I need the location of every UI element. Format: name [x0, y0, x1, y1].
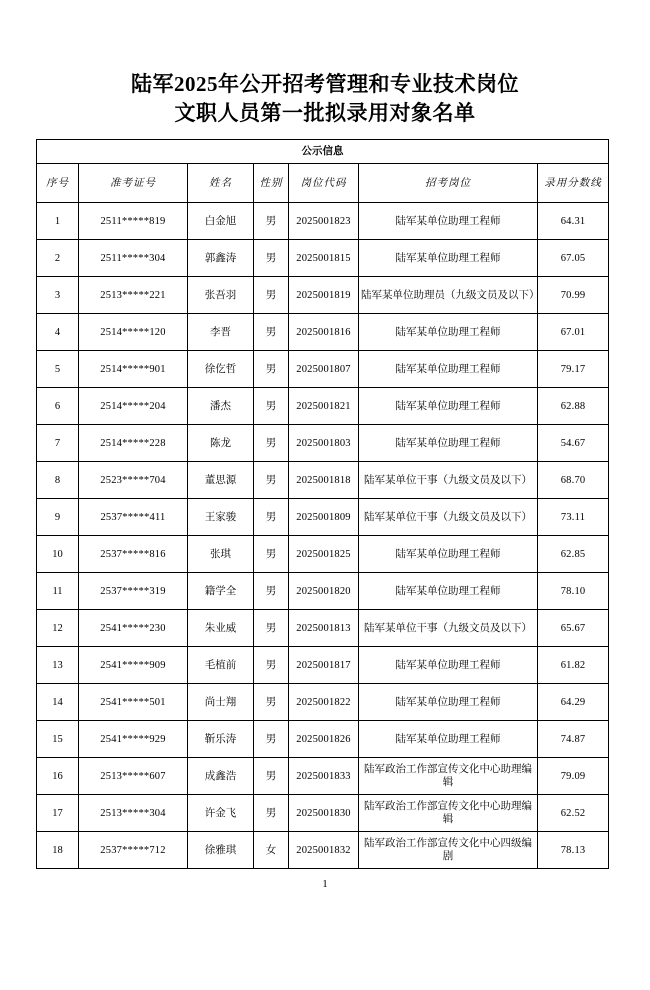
cell-ticket-number: 2541*****909	[79, 647, 188, 684]
cell-name: 朱业威	[188, 610, 254, 647]
cell-gender: 男	[254, 795, 289, 832]
cell-ticket-number: 2511*****819	[79, 203, 188, 240]
cell-job-code: 2025001826	[289, 721, 359, 758]
column-header-position: 招考岗位	[359, 164, 538, 203]
cell-serial: 1	[37, 203, 79, 240]
page-title-line2: 文职人员第一批拟录用对象名单	[174, 101, 476, 125]
cell-gender: 男	[254, 351, 289, 388]
cell-name: 张吾羽	[188, 277, 254, 314]
cell-job-code: 2025001822	[289, 684, 359, 721]
cell-ticket-number: 2537*****816	[79, 536, 188, 573]
cell-gender: 男	[254, 758, 289, 795]
cell-name: 许金飞	[188, 795, 254, 832]
cell-name: 徐雅琪	[188, 832, 254, 869]
cell-serial: 16	[37, 758, 79, 795]
cell-job-code: 2025001825	[289, 536, 359, 573]
column-header-gender: 性别	[254, 164, 289, 203]
cell-serial: 15	[37, 721, 79, 758]
cell-gender: 男	[254, 536, 289, 573]
cell-serial: 17	[37, 795, 79, 832]
cell-name: 白金旭	[188, 203, 254, 240]
cell-ticket-number: 2511*****304	[79, 240, 188, 277]
cell-job-code: 2025001818	[289, 462, 359, 499]
cell-position: 陆军某单位助理工程师	[359, 425, 538, 462]
cell-serial: 10	[37, 536, 79, 573]
cell-name: 籍学全	[188, 573, 254, 610]
cell-ticket-number: 2513*****221	[79, 277, 188, 314]
roster-table	[36, 139, 609, 869]
column-header-name: 姓名	[188, 164, 254, 203]
cell-name: 潘杰	[188, 388, 254, 425]
cell-score: 78.10	[538, 573, 609, 610]
cell-job-code: 2025001830	[289, 795, 359, 832]
cell-gender: 男	[254, 499, 289, 536]
column-header-score-line: 录用分数线	[538, 164, 609, 203]
cell-position: 陆军某单位助理工程师	[359, 647, 538, 684]
cell-gender: 男	[254, 610, 289, 647]
cell-score: 79.09	[538, 758, 609, 795]
cell-job-code: 2025001813	[289, 610, 359, 647]
table-row	[37, 758, 609, 795]
cell-serial: 4	[37, 314, 79, 351]
cell-job-code: 2025001815	[289, 240, 359, 277]
cell-ticket-number: 2514*****901	[79, 351, 188, 388]
table-row	[37, 573, 609, 610]
cell-gender: 男	[254, 647, 289, 684]
cell-gender: 男	[254, 425, 289, 462]
cell-name: 靳乐涛	[188, 721, 254, 758]
cell-name: 郭鑫涛	[188, 240, 254, 277]
table-row	[37, 425, 609, 462]
column-header-row	[37, 164, 609, 203]
table-row	[37, 277, 609, 314]
cell-ticket-number: 2541*****230	[79, 610, 188, 647]
cell-gender: 男	[254, 721, 289, 758]
cell-gender: 女	[254, 832, 289, 869]
cell-score: 62.88	[538, 388, 609, 425]
cell-job-code: 2025001817	[289, 647, 359, 684]
table-row	[37, 240, 609, 277]
cell-position: 陆军某单位助理工程师	[359, 203, 538, 240]
column-header-job-code: 岗位代码	[289, 164, 359, 203]
cell-job-code: 2025001823	[289, 203, 359, 240]
cell-serial: 2	[37, 240, 79, 277]
page-number: 1	[322, 878, 328, 890]
cell-name: 尚士翔	[188, 684, 254, 721]
cell-name: 王家骏	[188, 499, 254, 536]
cell-position: 陆军政治工作部宣传文化中心四级编剧	[359, 832, 538, 869]
cell-serial: 5	[37, 351, 79, 388]
cell-score: 73.11	[538, 499, 609, 536]
table-row	[37, 684, 609, 721]
cell-position: 陆军某单位助理工程师	[359, 536, 538, 573]
cell-position: 陆军某单位助理工程师	[359, 240, 538, 277]
cell-score: 62.52	[538, 795, 609, 832]
cell-score: 67.01	[538, 314, 609, 351]
cell-ticket-number: 2537*****411	[79, 499, 188, 536]
cell-score: 68.70	[538, 462, 609, 499]
cell-ticket-number: 2541*****929	[79, 721, 188, 758]
cell-job-code: 2025001832	[289, 832, 359, 869]
cell-gender: 男	[254, 314, 289, 351]
publicity-info-caption: 公示信息	[37, 140, 609, 164]
cell-position: 陆军政治工作部宣传文化中心助理编辑	[359, 758, 538, 795]
cell-job-code: 2025001821	[289, 388, 359, 425]
cell-position: 陆军某单位干事（九级文员及以下）	[359, 610, 538, 647]
cell-gender: 男	[254, 573, 289, 610]
cell-gender: 男	[254, 684, 289, 721]
cell-job-code: 2025001807	[289, 351, 359, 388]
caption-row	[37, 140, 609, 164]
cell-score: 64.29	[538, 684, 609, 721]
cell-ticket-number: 2523*****704	[79, 462, 188, 499]
cell-serial: 3	[37, 277, 79, 314]
page-title	[20, 70, 630, 128]
table-row	[37, 462, 609, 499]
cell-ticket-number: 2537*****712	[79, 832, 188, 869]
cell-name: 陈龙	[188, 425, 254, 462]
cell-job-code: 2025001803	[289, 425, 359, 462]
cell-name: 李晋	[188, 314, 254, 351]
table-row	[37, 647, 609, 684]
cell-name: 毛植前	[188, 647, 254, 684]
table-row	[37, 203, 609, 240]
cell-serial: 13	[37, 647, 79, 684]
table-row	[37, 314, 609, 351]
cell-score: 64.31	[538, 203, 609, 240]
cell-serial: 12	[37, 610, 79, 647]
cell-score: 79.17	[538, 351, 609, 388]
cell-position: 陆军某单位助理工程师	[359, 721, 538, 758]
cell-serial: 6	[37, 388, 79, 425]
cell-gender: 男	[254, 388, 289, 425]
cell-job-code: 2025001809	[289, 499, 359, 536]
cell-score: 78.13	[538, 832, 609, 869]
table-row	[37, 795, 609, 832]
cell-score: 54.67	[538, 425, 609, 462]
table-row	[37, 832, 609, 869]
column-header-ticket-number: 准考证号	[79, 164, 188, 203]
table-row	[37, 610, 609, 647]
cell-serial: 9	[37, 499, 79, 536]
cell-serial: 11	[37, 573, 79, 610]
cell-serial: 18	[37, 832, 79, 869]
cell-ticket-number: 2514*****228	[79, 425, 188, 462]
cell-position: 陆军某单位助理工程师	[359, 573, 538, 610]
cell-name: 成鑫浩	[188, 758, 254, 795]
cell-score: 67.05	[538, 240, 609, 277]
column-header-serial: 序号	[37, 164, 79, 203]
cell-job-code: 2025001819	[289, 277, 359, 314]
cell-serial: 14	[37, 684, 79, 721]
table-row	[37, 721, 609, 758]
cell-ticket-number: 2541*****501	[79, 684, 188, 721]
cell-position: 陆军某单位助理工程师	[359, 351, 538, 388]
cell-ticket-number: 2513*****607	[79, 758, 188, 795]
cell-position: 陆军某单位助理员（九级文员及以下）	[359, 277, 538, 314]
table-row	[37, 351, 609, 388]
cell-position: 陆军某单位干事（九级文员及以下）	[359, 499, 538, 536]
cell-gender: 男	[254, 277, 289, 314]
cell-position: 陆军某单位助理工程师	[359, 388, 538, 425]
cell-ticket-number: 2513*****304	[79, 795, 188, 832]
cell-score: 65.67	[538, 610, 609, 647]
table-row	[37, 388, 609, 425]
cell-score: 61.82	[538, 647, 609, 684]
cell-score: 70.99	[538, 277, 609, 314]
cell-position: 陆军某单位助理工程师	[359, 314, 538, 351]
cell-name: 董思源	[188, 462, 254, 499]
cell-gender: 男	[254, 203, 289, 240]
cell-position: 陆军某单位干事（九级文员及以下）	[359, 462, 538, 499]
table-row	[37, 499, 609, 536]
cell-ticket-number: 2537*****319	[79, 573, 188, 610]
cell-score: 74.87	[538, 721, 609, 758]
cell-name: 徐仡哲	[188, 351, 254, 388]
cell-gender: 男	[254, 240, 289, 277]
cell-serial: 8	[37, 462, 79, 499]
cell-ticket-number: 2514*****120	[79, 314, 188, 351]
cell-job-code: 2025001833	[289, 758, 359, 795]
cell-job-code: 2025001816	[289, 314, 359, 351]
table-row	[37, 536, 609, 573]
cell-ticket-number: 2514*****204	[79, 388, 188, 425]
cell-position: 陆军某单位助理工程师	[359, 684, 538, 721]
cell-job-code: 2025001820	[289, 573, 359, 610]
cell-name: 张琪	[188, 536, 254, 573]
cell-gender: 男	[254, 462, 289, 499]
document-page	[0, 70, 650, 990]
page-title-line1: 陆军2025年公开招考管理和专业技术岗位	[131, 72, 519, 96]
cell-serial: 7	[37, 425, 79, 462]
cell-position: 陆军政治工作部宣传文化中心助理编辑	[359, 795, 538, 832]
cell-score: 62.85	[538, 536, 609, 573]
